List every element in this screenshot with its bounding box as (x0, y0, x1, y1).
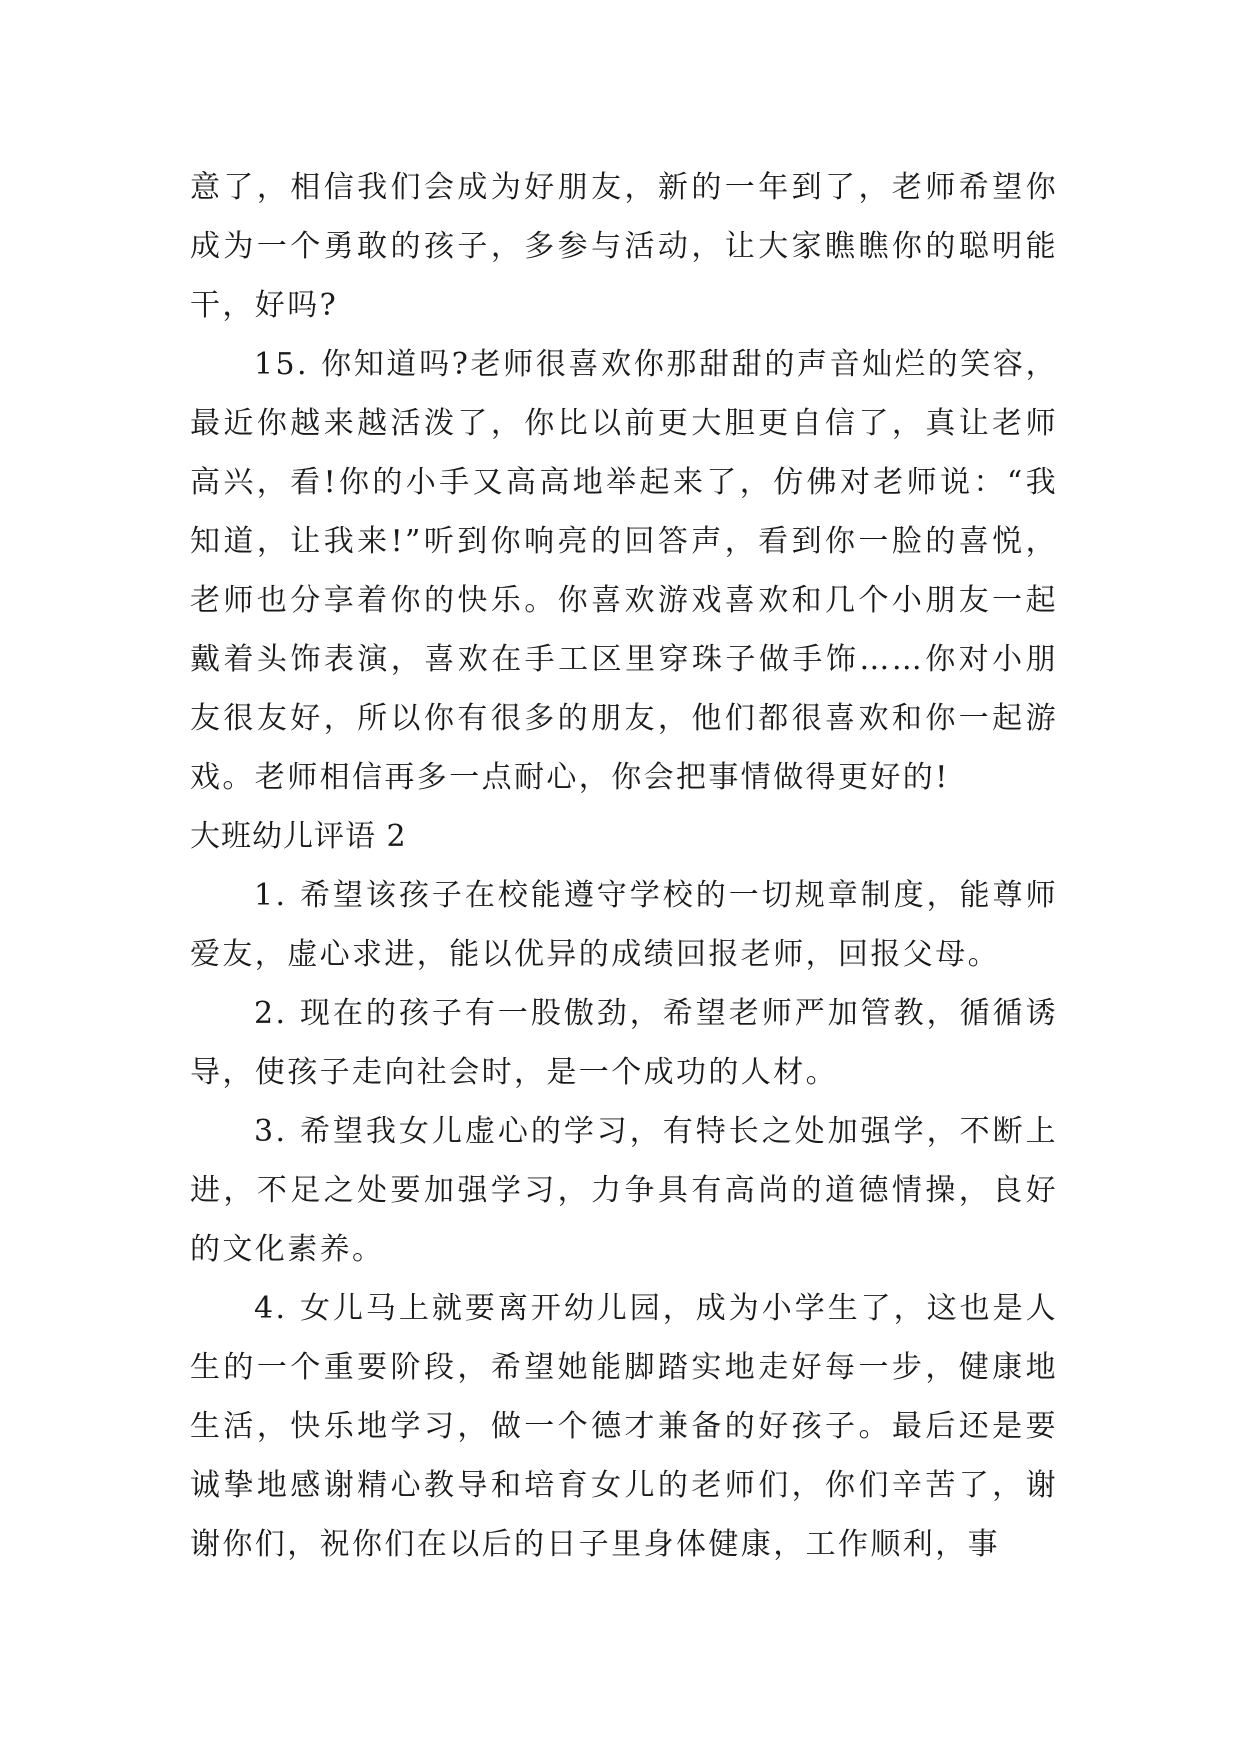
paragraph-item-3: 3. 希望我女儿虚心的学习，有特长之处加强学，不断上进，不足之处要加强学习，力争具有高尚的道德情操，良好的文化素养。 (190, 1114, 1058, 1267)
paragraph-continuation: 意了，相信我们会成为好朋友，新的一年到了，老师希望你成为一个勇敢的孩子，多参与活动，让大家瞧瞧你的聪明能干，好吗? (190, 170, 1058, 323)
paragraph-item-15: 15. 你知道吗?老师很喜欢你那甜甜的声音灿烂的笑容，最近你越来越活泼了，你比以前更大胆更自信了，真让老师高兴，看!你的小手又高高地举起来了，仿佛对老师说：“我知道，让我来!”听到你响亮的回答声，看到你一脸的喜悦，老师也分享着你的快乐。你喜欢游戏喜欢和几个小朋友一起戴着头饰表演，喜欢在手工区里穿珠子做手饰……你对小朋友很友好，所以你有很多的朋友，他们都很喜欢和你一起游戏。老师相信再多一点耐心，你会把事情做得更好的! (190, 347, 1058, 795)
paragraph-item-1: 1. 希望该孩子在校能遵守学校的一切规章制度，能尊师爱友，虚心求进，能以优异的成绩回报老师，回报父母。 (190, 878, 1058, 972)
paragraph-item-2: 2. 现在的孩子有一股傲劲，希望老师严加管教，循循诱导，使孩子走向社会时，是一个成功的人材。 (190, 996, 1058, 1090)
section-heading: 大班幼儿评语 2 (190, 819, 407, 854)
document-body (190, 158, 1058, 1574)
paragraph-item-4: 4. 女儿马上就要离开幼儿园，成为小学生了，这也是人生的一个重要阶段，希望她能脚踏实地走好每一步，健康地生活，快乐地学习，做一个德才兼备的好孩子。最后还是要诚挚地感谢精心教导和培育女儿的老师们，你们辛苦了，谢谢你们，祝你们在以后的日子里身体健康，工作顺利，事 (190, 1291, 1058, 1562)
